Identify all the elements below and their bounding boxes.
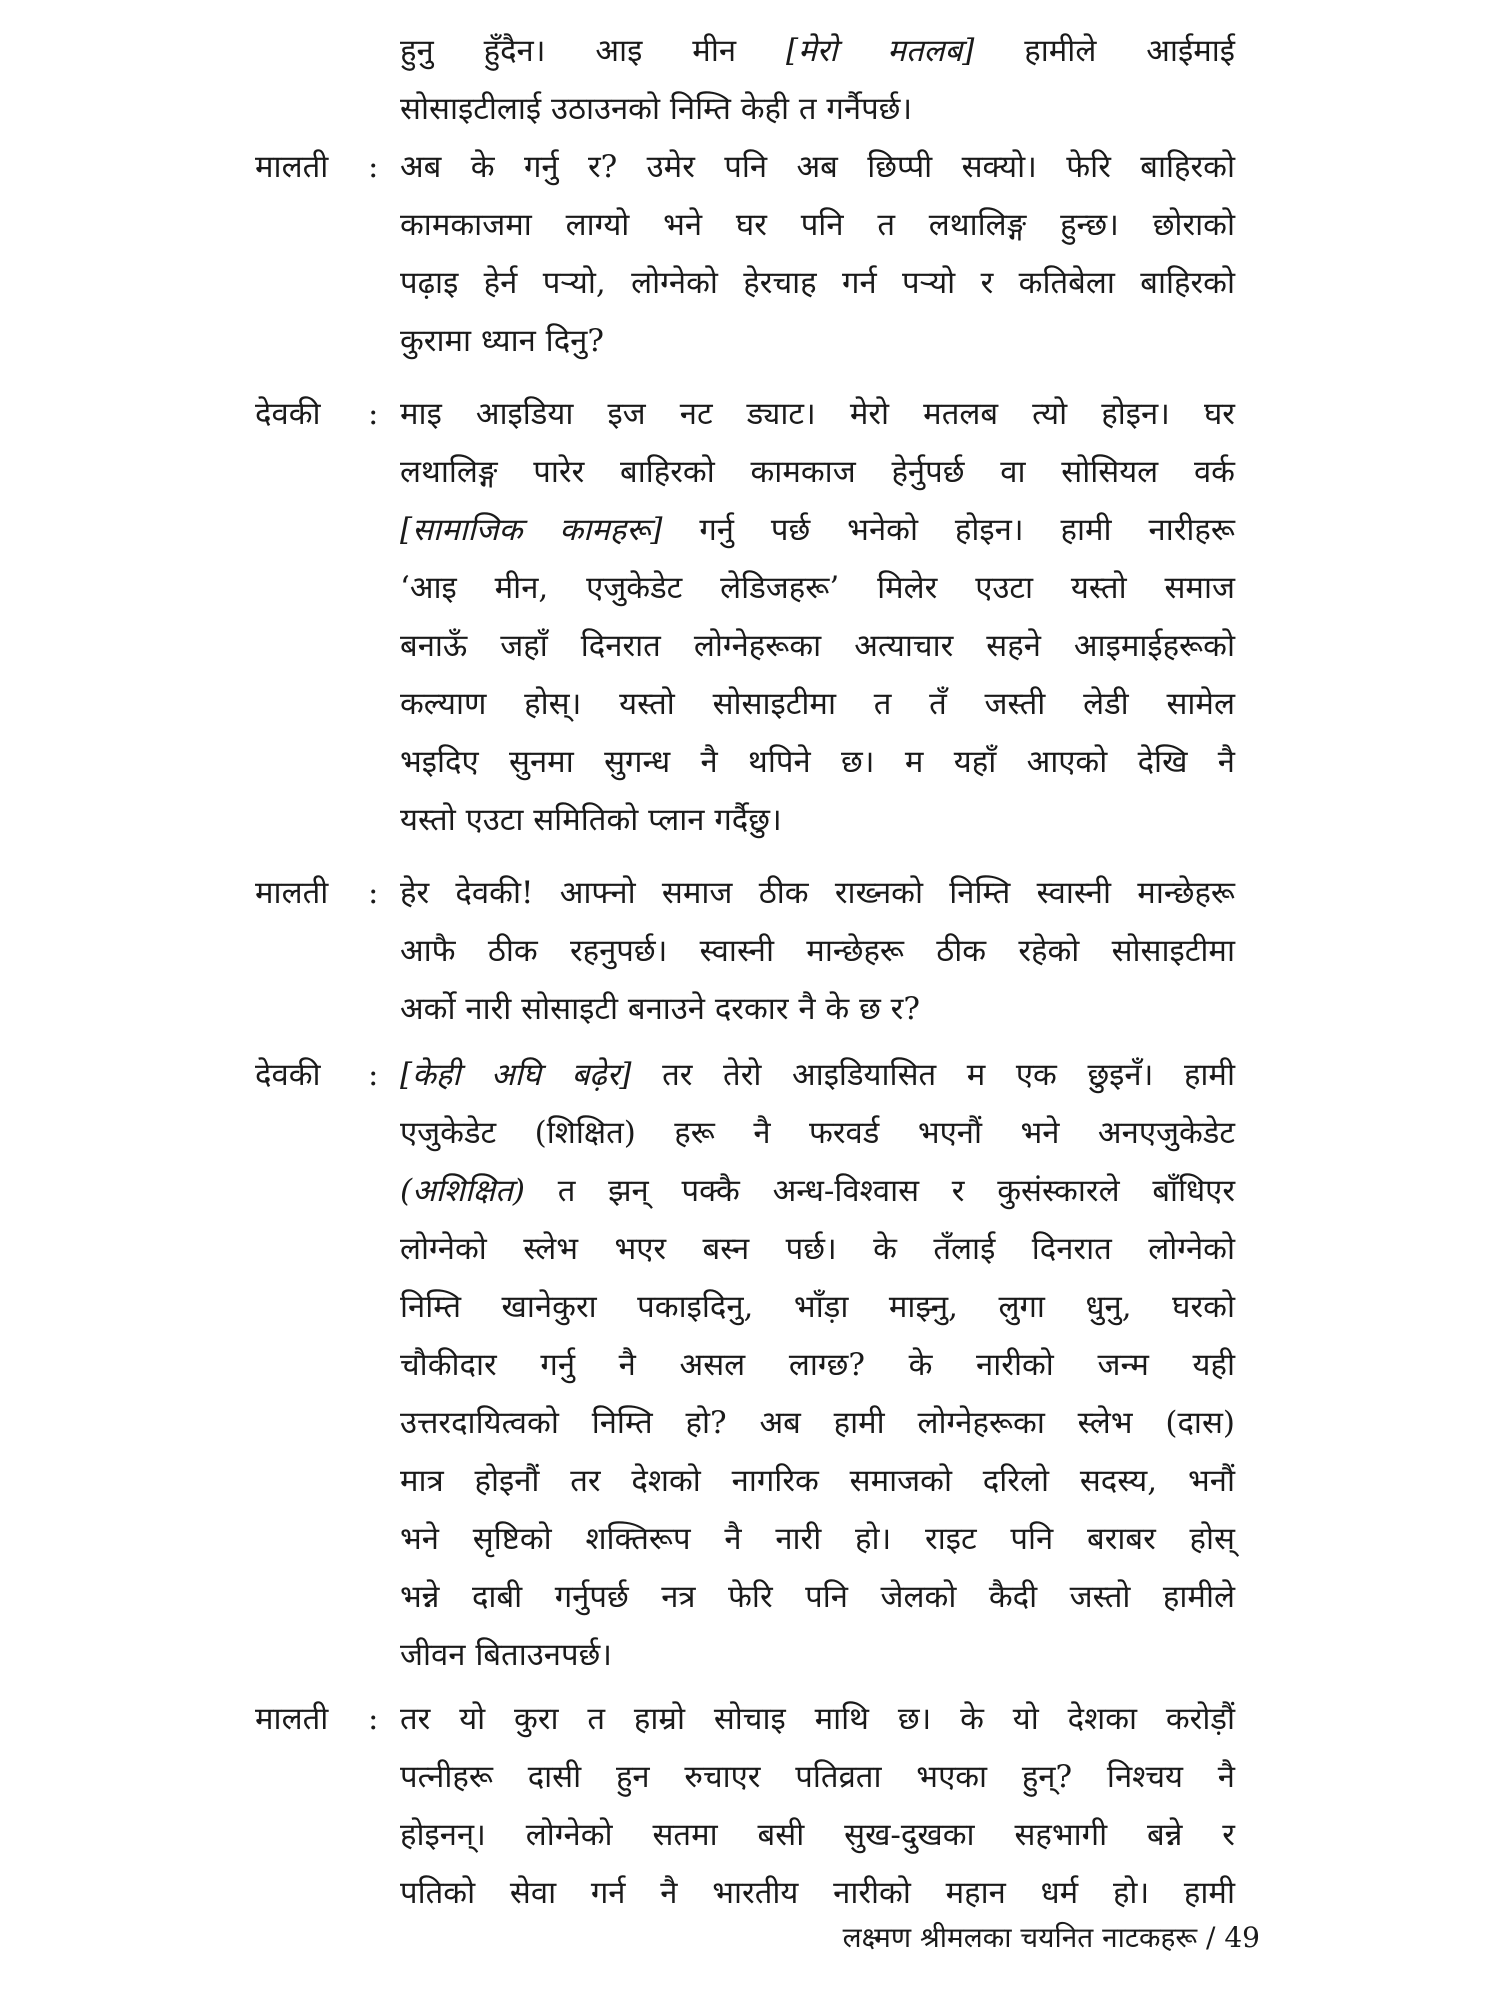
dialogue-line: जीवन बिताउनपर्छ। — [400, 1637, 613, 1673]
dialogue-line: बनाऊँ जहाँ दिनरात लोग्नेहरूका अत्याचार सहने आइमाईहरूको — [400, 628, 1235, 664]
dialogue-line: माइ आइडिया इज नट ड्याट। मेरो मतलब त्यो होइन। घर — [400, 396, 1235, 432]
dialogue-line: होइनन्। लोग्नेको सतमा बसी सुख-दुखका सहभागी बन्ने र — [400, 1817, 1235, 1853]
stage-direction: [केही अघि बढ़ेर] — [400, 1057, 632, 1093]
dialogue-line: कुरामा ध्यान दिनु? — [400, 323, 604, 359]
dialogue-line — [400, 1046, 1235, 1104]
dialogue-line: एजुकेडेट (शिक्षित) हरू नै फरवर्ड भएनौं भने अनएजुकेडेट — [400, 1115, 1235, 1151]
dialogue-line — [400, 501, 1235, 559]
line-text: तर तेरो आइडियासित म एक छुइनँ। हामी — [662, 1057, 1236, 1093]
page-footer: लक्ष्मण श्रीमलका चयनित नाटकहरू / 49 — [842, 1921, 1260, 1954]
line-text: हुनु हुँदैन। आइ मीन — [400, 33, 737, 69]
dialogue-line: मात्र होइनौं तर देशको नागरिक समाजको दरिलो सदस्य, भनौं — [400, 1463, 1235, 1499]
dialogue-line: यस्तो एउटा समितिको प्लान गर्दैछु। — [400, 802, 782, 838]
line-text: हामीले आईमाई — [1024, 33, 1235, 69]
dialogue-line: भने सृष्टिको शक्तिरूप नै नारी हो। राइट पनि बराबर होस् — [400, 1521, 1235, 1557]
dialogue-line — [400, 22, 1235, 80]
dialogue-line: लथालिङ्ग पारेर बाहिरको कामकाज हेर्नुपर्छ वा सोसियल वर्क — [400, 454, 1235, 490]
speaker-name: मालती — [255, 875, 329, 911]
dialogue-line: निम्ति खानेकुरा पकाइदिनु, भाँड़ा माझ्नु, लुगा धुनु, घरको — [400, 1289, 1235, 1325]
speaker-name: मालती — [255, 1701, 329, 1737]
dialogue-line: उत्तरदायित्वको निम्ति हो? अब हामी लोग्नेहरूका स्लेभ (दास) — [400, 1405, 1235, 1441]
line-text: त झन् पक्कै अन्ध-विश्वास र कुसंस्कारले बाँधिएर — [557, 1173, 1235, 1209]
dialogue-line: तर यो कुरा त हाम्रो सोचाइ माथि छ। के यो देशका करोड़ौं — [400, 1701, 1235, 1737]
dialogue-line: हेर देवकी! आफ्नो समाज ठीक राख्नको निम्ति स्वास्नी मान्छेहरू — [400, 875, 1235, 911]
speaker-name: देवकी — [255, 396, 321, 432]
speaker-colon: : — [368, 1701, 379, 1737]
speaker-colon: : — [368, 1057, 379, 1093]
dialogue-line: अर्को नारी सोसाइटी बनाउने दरकार नै के छ र? — [400, 991, 920, 1027]
speaker-name: मालती — [255, 149, 329, 185]
dialogue-line: सोसाइटीलाई उठाउनको निम्ति केही त गर्नैपर्छ। — [400, 91, 913, 127]
dialogue-line: आफै ठीक रहनुपर्छ। स्वास्नी मान्छेहरू ठीक रहेको सोसाइटीमा — [400, 933, 1235, 969]
dialogue-line: ‘आइ मीन, एजुकेडेट लेडिजहरू’ मिलेर एउटा यस्तो समाज — [400, 570, 1235, 606]
dialogue-line: लोग्नेको स्लेभ भएर बस्न पर्छ। के तँलाई दिनरात लोग्नेको — [400, 1231, 1235, 1267]
dialogue-line: पतिको सेवा गर्न नै भारतीय नारीको महान धर्म हो। हामी — [400, 1875, 1235, 1911]
stage-direction: [सामाजिक कामहरू] — [400, 512, 663, 548]
dialogue-line: कामकाजमा लाग्यो भने घर पनि त लथालिङ्ग हुन्छ। छोराको — [400, 207, 1235, 243]
dialogue-line: पढ़ाइ हेर्न पर्‍यो, लोग्नेको हेरचाह गर्न पर्‍यो र कतिबेला बाहिरको — [400, 265, 1235, 301]
dialogue-line: पत्नीहरू दासी हुन रुचाएर पतिव्रता भएका हुन्? निश्चय नै — [400, 1759, 1235, 1795]
dialogue-line: अब के गर्नु र? उमेर पनि अब छिप्पी सक्यो। फेरि बाहिरको — [400, 149, 1235, 185]
speaker-colon: : — [368, 875, 379, 911]
speaker-colon: : — [368, 149, 379, 185]
dialogue-line — [400, 1162, 1235, 1220]
stage-direction: (अशिक्षित) — [400, 1173, 525, 1209]
dialogue-line: भन्ने दाबी गर्नुपर्छ नत्र फेरि पनि जेलको कैदी जस्तो हामीले — [400, 1579, 1235, 1615]
line-text: गर्नु पर्छ भनेको होइन। हामी नारीहरू — [699, 512, 1235, 548]
speaker-name: देवकी — [255, 1057, 321, 1093]
dialogue-line: भइदिए सुनमा सुगन्ध नै थपिने छ। म यहाँ आएको देखि नै — [400, 744, 1235, 780]
speaker-colon: : — [368, 396, 379, 432]
dialogue-line: चौकीदार गर्नु नै असल लाग्छ? के नारीको जन्म यही — [400, 1347, 1235, 1383]
stage-direction: [मेरो मतलब] — [786, 33, 975, 69]
dialogue-line: कल्याण होस्। यस्तो सोसाइटीमा त तँ जस्ती लेडी सामेल — [400, 686, 1235, 722]
